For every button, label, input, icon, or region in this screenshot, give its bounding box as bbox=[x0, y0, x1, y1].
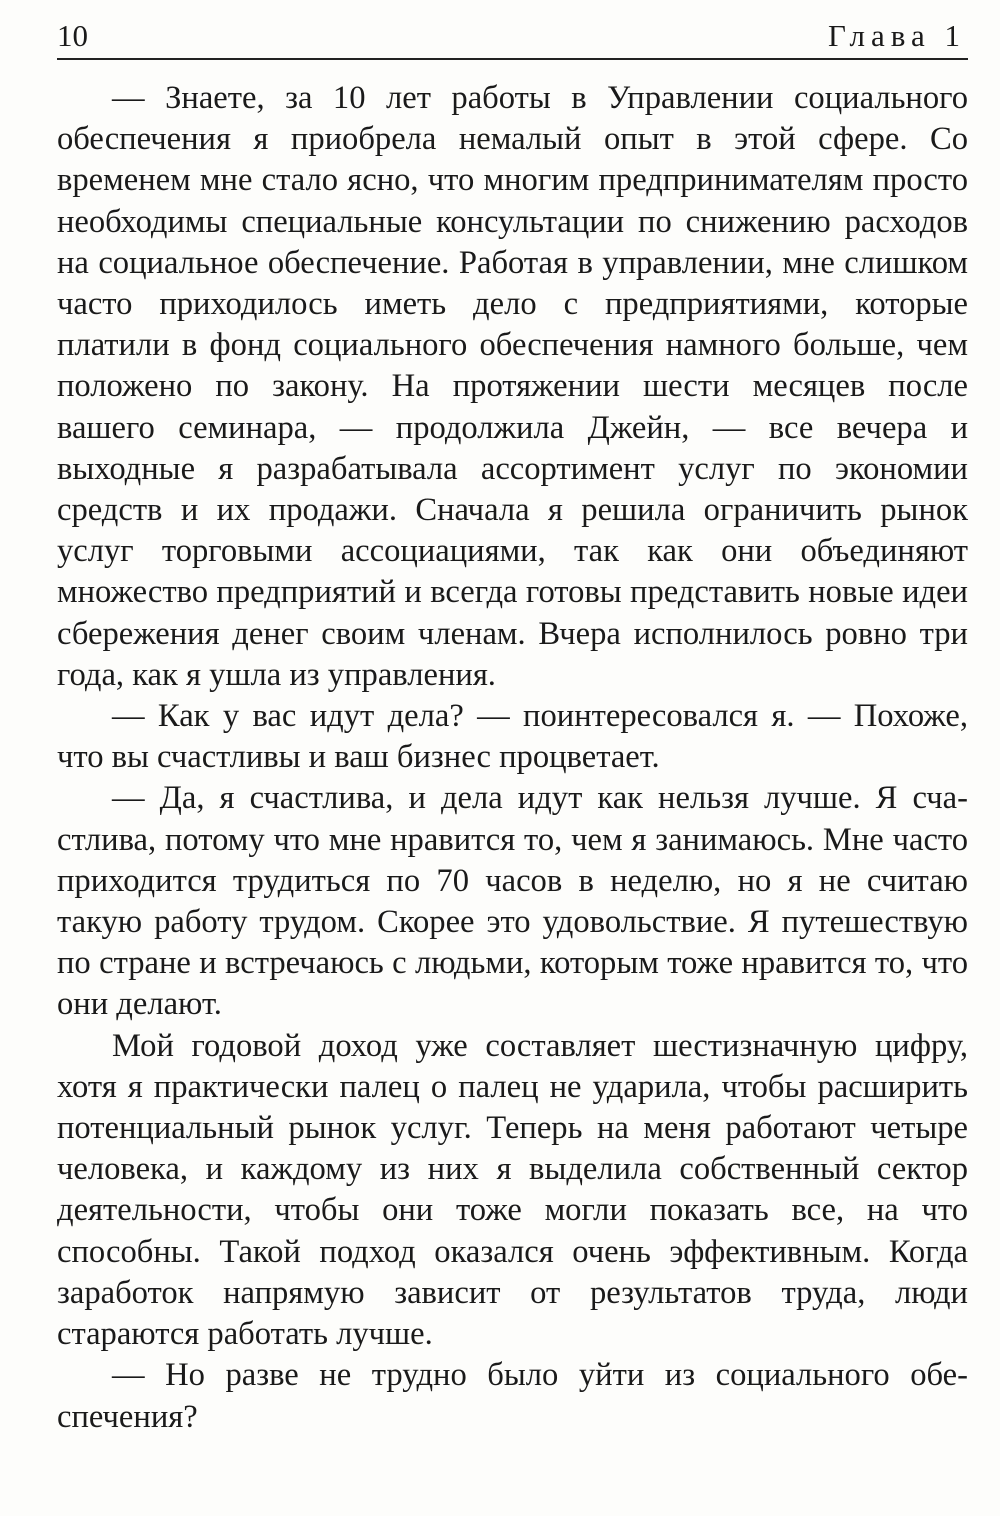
paragraph: — Как у вас идут дела? — поинтересовался я. — Похоже, что вы счастливы и ваш бизнес процветает. bbox=[57, 698, 968, 776]
body-text bbox=[57, 78, 968, 1438]
paragraph: Мой годовой доход уже составляет шестизначную цифру, хотя я практически палец о палец не ударила, чтобы расширить потенциальный рынок услуг. Теперь на меня работают четыре человека, и каждому из них я выделила собственный сектор деятельности, чтобы они тоже могли показать все, на что способны. Такой подход оказался очень эффективным. Когда заработок напрямую зависит от результатов труда, люди стараются работать лучше. bbox=[57, 1027, 968, 1353]
page-header bbox=[57, 14, 968, 60]
chapter-running-head: Глава 1 bbox=[827, 18, 966, 53]
paragraph: — Но разве не трудно было уйти из социального обеспечения? bbox=[57, 1357, 968, 1435]
page-number: 10 bbox=[57, 18, 88, 53]
paragraph: — Да, я счастлива, и дела идут как нельзя лучше. Я счастлива, потому что мне нравится то, чем я занимаюсь. Мне часто приходится трудиться по 70 часов в неделю, но я не считаю такую работу трудом. Скорее это удовольствие. Я путешествую по стране и встречаюсь с людьми, которым тоже нравится то, что они делают. bbox=[57, 780, 968, 1023]
paragraph: — Знаете, за 10 лет работы в Управлении социального обеспечения я приобрела немалый опыт в этой сфере. Со временем мне стало ясно, что многим предпринимателям просто необходимы специальные консультации по снижению расходов на социальное обеспечение. Работая в управлении, мне слишком часто приходилось иметь дело с предприятиями, которые платили в фонд социального обеспечения намного больше, чем положено по закону. На протяжении шести месяцев после вашего семинара, — продолжила Джейн, — все вечера и выходные я разрабатывала ассортимент услуг по экономии средств и их продажи. Сначала я решила ограничить рынок услуг торговыми ассоциациями, так как они объединяют множество предприятий и всегда готовы представить новые идеи сбережения денег своим членам. Вчера исполнилось ровно три года, как я ушла из управления. bbox=[57, 80, 968, 693]
